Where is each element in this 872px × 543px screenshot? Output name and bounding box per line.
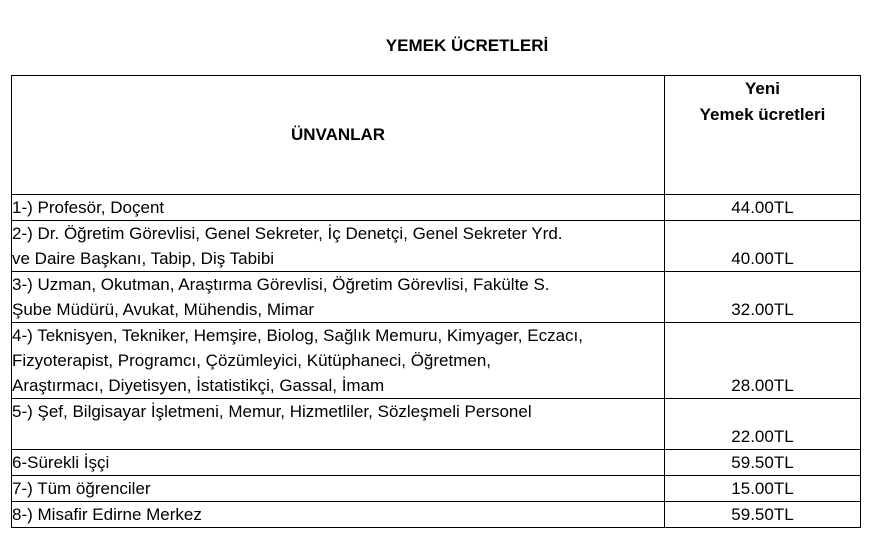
table-row: [12, 195, 861, 221]
table-row: [12, 502, 861, 528]
row-fee: 15.00TL: [665, 476, 861, 502]
row-fee: 59.50TL: [665, 502, 861, 528]
header-fee-line2: Yemek ücretleri: [699, 105, 826, 124]
row-fee: 44.00TL: [665, 195, 861, 221]
row-titles: [12, 399, 665, 450]
table-row: [12, 450, 861, 476]
row-titles: [12, 450, 665, 476]
fees-table: [11, 75, 861, 528]
row-fee: 22.00TL: [665, 399, 861, 450]
table-row: [12, 323, 861, 399]
row-title-line: 3-) Uzman, Okutman, Araştırma Görevlisi, Öğretim Görevlisi, Fakülte S.: [12, 275, 550, 294]
row-titles: [12, 221, 665, 272]
row-title-line: 4-) Teknisyen, Tekniker, Hemşire, Biolog, Sağlık Memuru, Kimyager, Eczacı,: [12, 326, 583, 345]
table-row: [12, 476, 861, 502]
row-title-line: ve Daire Başkanı, Tabip, Diş Tabibi: [12, 249, 275, 268]
header-fee: [665, 76, 861, 195]
row-title-line: 8-) Misafir Edirne Merkez: [12, 505, 202, 524]
row-fee: 40.00TL: [665, 221, 861, 272]
header-titles: ÜNVANLAR: [12, 76, 665, 195]
row-titles: [12, 272, 665, 323]
row-title-line: 1-) Profesör, Doçent: [12, 198, 165, 217]
row-title-line: Fizyoterapist, Programcı, Çözümleyici, Kütüphaneci, Öğretmen,: [12, 351, 492, 370]
row-title-line: [12, 424, 664, 449]
row-title-line: 6-Sürekli İşçi: [12, 453, 110, 472]
table-row: [12, 221, 861, 272]
row-fee: 32.00TL: [665, 272, 861, 323]
row-title-line: 5-) Şef, Bilgisayar İşletmeni, Memur, Hizmetliler, Sözleşmeli Personel: [12, 402, 532, 421]
table-row: [12, 399, 861, 450]
row-title-line: 2-) Dr. Öğretim Görevlisi, Genel Sekreter, İç Denetçi, Genel Sekreter Yrd.: [12, 224, 563, 243]
row-fee: 59.50TL: [665, 450, 861, 476]
row-title-line: Araştırmacı, Diyetisyen, İstatistikçi, Gassal, İmam: [12, 376, 385, 395]
row-title-line: 7-) Tüm öğrenciler: [12, 479, 151, 498]
row-title-line: Şube Müdürü, Avukat, Mühendis, Mimar: [12, 300, 315, 319]
table-row: [12, 272, 861, 323]
page-title: YEMEK ÜCRETLERİ: [385, 36, 549, 55]
row-titles: [12, 323, 665, 399]
header-fee-line1: Yeni: [745, 79, 780, 98]
row-titles: [12, 476, 665, 502]
row-titles: [12, 502, 665, 528]
table-header-row: [12, 76, 861, 195]
row-fee: 28.00TL: [665, 323, 861, 399]
row-titles: [12, 195, 665, 221]
